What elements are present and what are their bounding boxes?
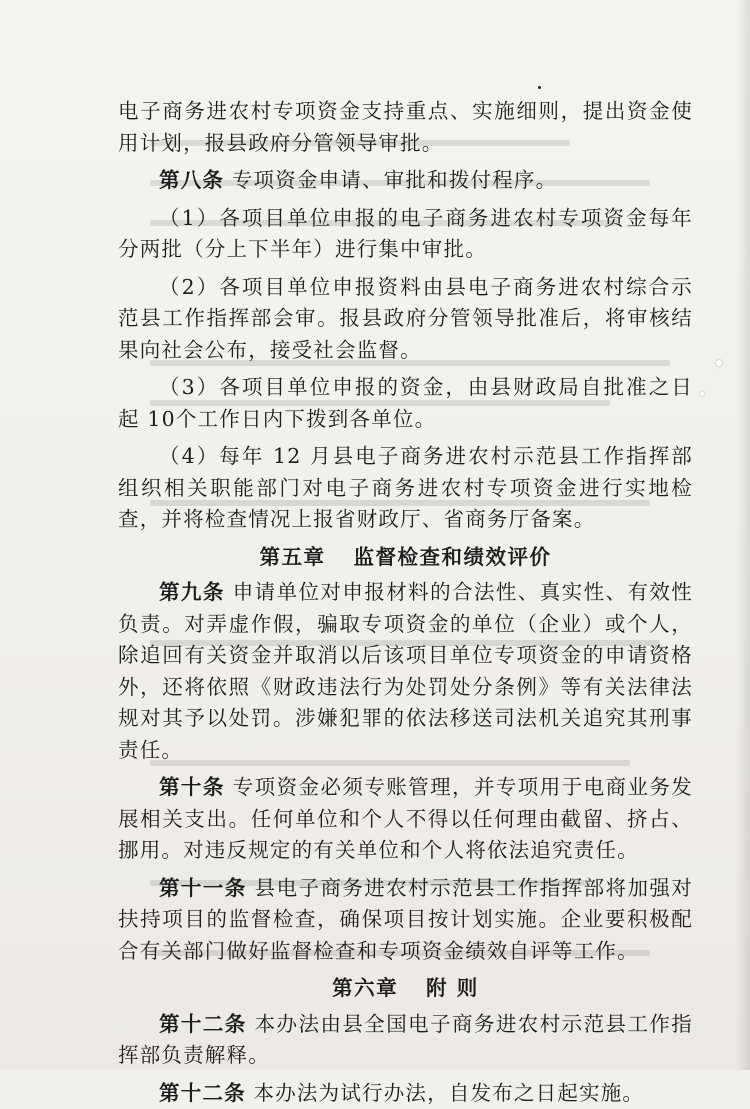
article-text: 专项资金申请、审批和拨付程序。: [232, 168, 558, 192]
page-edge-shadow: [736, 0, 750, 1070]
article-8: [118, 165, 693, 197]
article-11: [118, 873, 693, 968]
article-text: 专项资金必须专账管理，并专项用于电商业务发展相关支出。任何单位和个人不得以任何理由截留、挤占、挪用。对违反规定的有关单位和个人将依法追究责任。: [118, 775, 693, 862]
ink-dot: [538, 86, 541, 89]
chapter-title: 附 则: [426, 976, 479, 1000]
chapter-title: 监督检查和绩效评价: [354, 545, 552, 569]
article-9: [118, 577, 693, 766]
article-text: 申请单位对申报材料的合法性、真实性、有效性负责。对弄虚作假，骗取专项资金的单位（企业）或个人，除追回有关资金并取消以后该项目单位专项资金的申请资格外，还将依照《财政违法行为处罚处分条例》等有关法律法规对其予以处罚。涉嫌犯罪的依法移送司法机关追究其刑事责任。: [118, 580, 693, 762]
article-number: 第十二条: [159, 1081, 246, 1105]
paper-speck: [700, 392, 704, 396]
paragraph-intro: 电子商务进农村专项资金支持重点、实施细则，提出资金使用计划，报县政府分管领导审批。: [118, 96, 693, 159]
document-body: [118, 96, 693, 1109]
article-number: 第十条: [159, 775, 225, 799]
chapter-number: 第五章: [260, 545, 326, 569]
article-12-a: [118, 1009, 693, 1072]
article-number: 第十一条: [159, 876, 247, 900]
article-number: 第十二条: [159, 1012, 247, 1036]
list-item-4: （4）每年 12 月县电子商务进农村示范县工作指挥部组织相关职能部门对电子商务进农村专项资金进行实地检查，并将检查情况上报省财政厅、省商务厅备案。: [118, 441, 693, 536]
paper-speck: [716, 360, 722, 366]
list-item-2: （2）各项目单位申报资料由县电子商务进农村综合示范县工作指挥部会审。报县政府分管领导批准后，将审核结果向社会公布，接受社会监督。: [118, 272, 693, 367]
article-12-b: [118, 1078, 693, 1109]
article-number: 第八条: [159, 168, 224, 192]
article-text: 本办法为试行办法，自发布之日起实施。: [254, 1081, 645, 1105]
article-text: 本办法由县全国电子商务进农村示范县工作指挥部负责解释。: [118, 1012, 693, 1068]
article-number: 第九条: [159, 580, 225, 604]
list-item-1: （1）各项目单位申报的电子商务进农村专项资金每年分两批（分上下半年）进行集中审批。: [118, 203, 693, 266]
article-text: 县电子商务进农村示范县工作指挥部将加强对扶持项目的监督检查，确保项目按计划实施。企业要积极配合有关部门做好监督检查和专项资金绩效自评等工作。: [118, 876, 693, 963]
list-item-3: （3）各项目单位申报的资金，由县财政局自批准之日起 10个工作日内下拨到各单位。: [118, 372, 693, 435]
chapter-6-heading: [118, 973, 693, 1005]
article-10: [118, 772, 693, 867]
chapter-number: 第六章: [332, 976, 398, 1000]
chapter-5-heading: [118, 542, 693, 574]
